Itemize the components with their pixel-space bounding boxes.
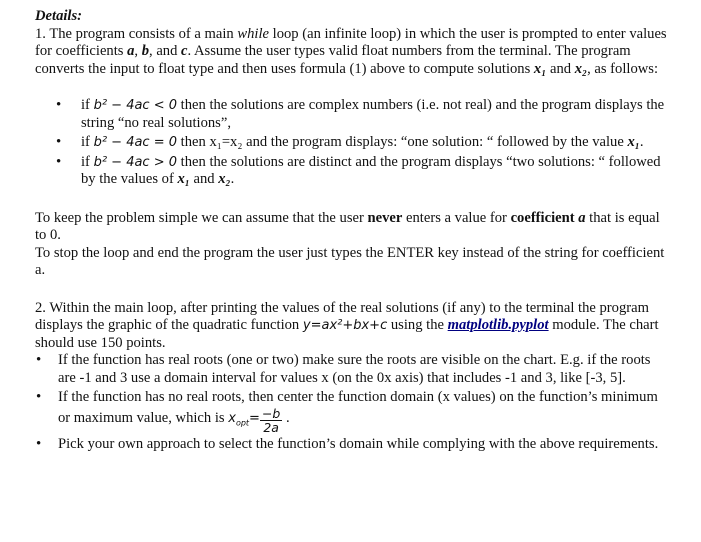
discriminant-negative: b² − 4ac < 0 [93, 98, 178, 113]
solution-cases-list [35, 97, 667, 189]
case-two-solutions: • if b² − 4ac > 0 then the solutions are distinct and the program displays “two solutions: “ followed by the values of x₁ and x₂. [35, 154, 667, 189]
x-opt-symbol: $x_{opt}=$ [228, 410, 260, 428]
rule-own-approach: • Pick your own approach to select the function’s domain while complying with the above requirements. [35, 436, 667, 454]
quadratic-function: y=ax²+bx+c [302, 318, 388, 333]
matplotlib-link[interactable]: matplotlib.pyplot [447, 317, 549, 333]
keep-simple-paragraph: To keep the problem simple we can assume that the user never enters a value for coefficient a that is equal to 0. [35, 209, 660, 243]
case-complex: • if b² − 4ac < 0 then the solutions are complex numbers (i.e. not real) and the program displays the string “no real solutions”, [35, 97, 667, 132]
item-2-paragraph: 2. Within the main loop, after printing the values of the real solutions (if any) to the terminal the program displays the graphic of the quadratic function y=ax²+bx+c using the matplotlib.pyplot module. The chart should use 150 points. [35, 299, 659, 351]
discriminant-zero: b² − 4ac = 0 [93, 135, 178, 150]
x-opt-fraction: $\frac{-b}{2a}$ [261, 405, 281, 435]
discriminant-positive: b² − 4ac > 0 [93, 154, 178, 170]
case-one-solution: • if b² − 4ac = 0 then x₁=x₂ and the program displays: “one solution: “ followed by the value x₁. [35, 134, 667, 152]
details-heading: Details: [35, 8, 83, 24]
rule-real-roots: • If the function has real roots (one or two) make sure the roots are visible on the chart. E.g. if the roots are -1 and 3 use a domain interval for values x (on the 0x axis) that includes -1 and 3, like [-3, 5]. [35, 352, 667, 387]
stop-loop-paragraph: To stop the loop and end the program the user just types the ENTER key instead of the string for coefficient a. [35, 244, 665, 278]
rule-no-real-roots: • If the function has no real roots, then center the function domain (x values) on the function’s minimum or maximum value, which is $x_{opt}=$ $\frac{-b}{2a}$ . [35, 389, 667, 434]
item-1-paragraph: 1. The program consists of a main while loop (an infinite loop) in which the user is prompted to enter values for coefficients a, b, and c. Assume the user types valid float numbers from the terminal. The program converts the input to float type and then uses formula (1) above to compute solutions x₁ and x₂, as follows: [35, 25, 667, 77]
domain-rules-list [35, 352, 667, 453]
